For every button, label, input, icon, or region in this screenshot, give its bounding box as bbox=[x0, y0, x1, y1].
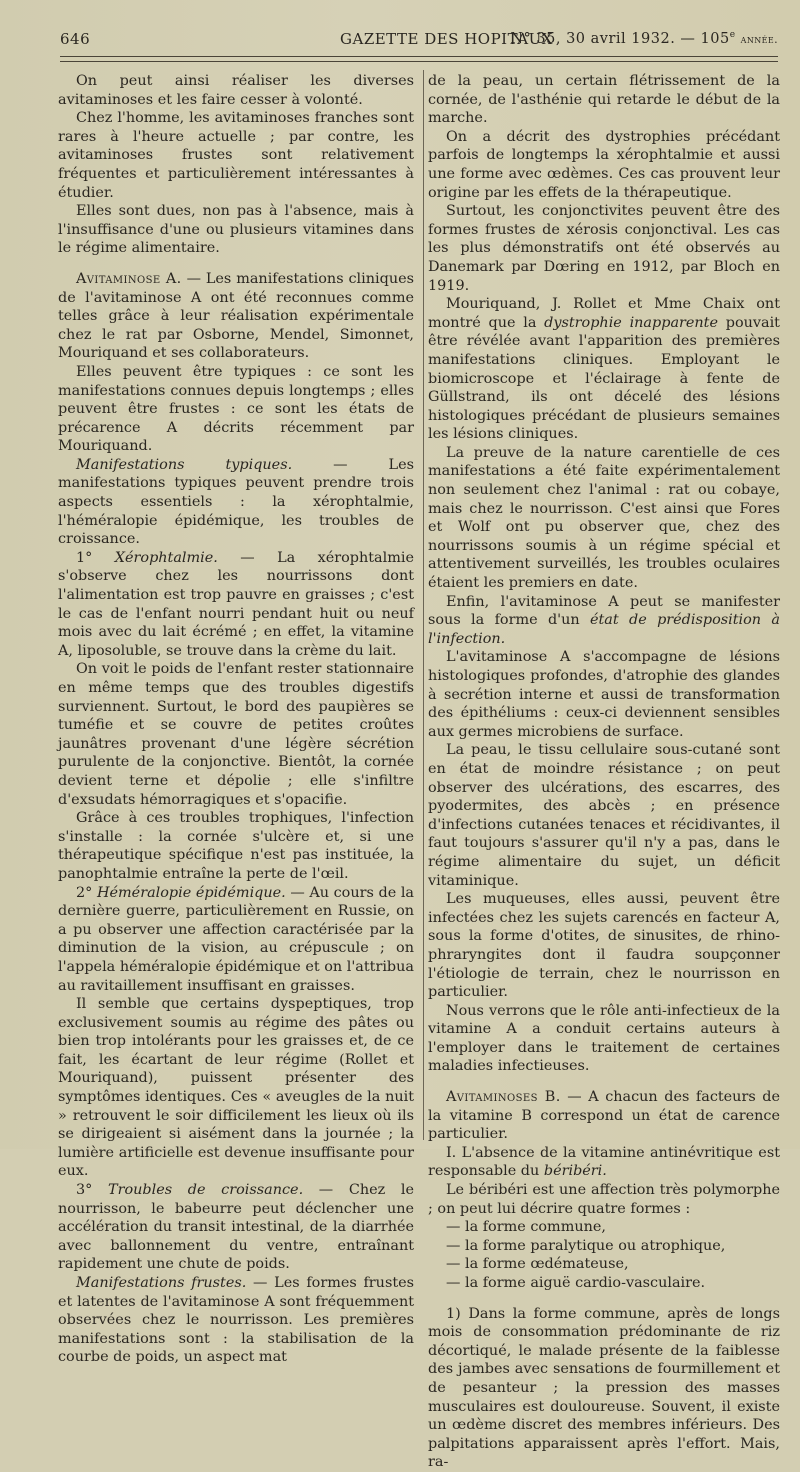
list-item: — la forme œdémateuse, bbox=[446, 1256, 629, 1273]
paragraph: On peut ainsi réaliser les diverses avitaminoses et les faire cesser à volonté. bbox=[58, 73, 414, 108]
left-column bbox=[58, 72, 414, 1367]
paragraph: Elles peuvent être typiques : ce sont les manifestations connues depuis longtemps ; elles peuvent être frustes : ce sont les états de précarence A décrits récemment par Mouriquand. bbox=[58, 363, 414, 455]
section-heading: Avitaminose A. bbox=[76, 270, 182, 287]
paragraph-avitaminose-a: Avitaminose A. — Les manifestations cliniques de l'avitaminose A ont été reconnues comme telles grâce à leur réalisation expérimentale chez le rat par Osborne, Mendel, Simonnet, Mouriquand et ses collaborateurs. bbox=[58, 270, 414, 362]
paragraph: 1° Xérophtalmie. — La xérophtalmie s'observe chez les nourrissons dont l'alimentation est trop pauvre en graisses ; c'est le cas de l'enfant nourri pendant huit ou neuf mois avec du lait écrémé ; en effet, la vitamine A, liposoluble, se trouve dans la crème du lait. bbox=[58, 549, 414, 659]
paragraph: 2° Héméralopie épidémique. — Au cours de la dernière guerre, particulièrement en Russie, on a pu observer une affection caractérisée par la diminution de la vision, au crépuscule ; on l'appela héméralopie épidémique et on l'attribua au ravitaillement insuffisant en graisses. bbox=[58, 884, 414, 994]
journal-title: GAZETTE DES HOPITAUX bbox=[340, 30, 553, 48]
right-column bbox=[428, 72, 780, 1472]
paragraph: Chez l'homme, les avitaminoses franches sont rares à l'heure actuelle ; par contre, les avitaminoses frustes sont relativement fréquentes et particulièrement intéressantes à étudier. bbox=[58, 110, 414, 201]
paragraph: Elles sont dues, non pas à l'absence, mais à l'insuffisance d'une ou plusieurs vitamines dans le régime alimentaire. bbox=[58, 203, 414, 257]
list-item: — la forme aiguë cardio-vasculaire. bbox=[446, 1275, 706, 1291]
subheading: Manifestations typiques. bbox=[76, 456, 293, 473]
paragraph: On voit le poids de l'enfant rester stationnaire en même temps que des troubles digestifs surviennent. Surtout, le bord des paupières se tuméfie et se couvre de petites croûtes jaunâtres provenant d'une légère sécrétion purulente de la conjonctive. Bientôt, la cornée devient terne et dépolie ; elle s'infiltre d'exsudats hémorragiques et s'opacifie. bbox=[58, 661, 414, 808]
paragraph: On a décrit des dystrophies précédant parfois de longtemps la xérophtalmie et aussi une forme avec œdèmes. Ces cas prouvent leur origine par les effets de la thérapeutique. bbox=[428, 128, 780, 201]
paragraph: Grâce à ces troubles trophiques, l'infection s'installe : la cornée s'ulcère et, si une thérapeutique spécifique n'est pas instituée, la panophtalmie entraîne la perte de l'œil. bbox=[58, 810, 414, 882]
paragraph: Enfin, l'avitaminose A peut se manifester sous la forme d'un état de prédisposition à l'infection. bbox=[428, 593, 780, 647]
paragraph: de la peau, un certain flétrissement de la cornée, de l'asthénie qui retarde le début de la marche. bbox=[428, 73, 780, 127]
subheading: Troubles de croissance. bbox=[108, 1182, 304, 1199]
paragraph: Le béribéri est une affection très polymorphe ; on peut lui décrire quatre formes : bbox=[428, 1182, 780, 1217]
section-heading: Avitaminoses B. bbox=[446, 1089, 561, 1106]
header-rule bbox=[60, 56, 778, 57]
subheading: Xérophtalmie. bbox=[114, 549, 218, 566]
column-separator bbox=[423, 70, 424, 1140]
paragraph: I. L'absence de la vitamine antinévritique est responsable du béribéri. bbox=[428, 1144, 780, 1180]
paragraph: La preuve de la nature carentielle de ces manifestations a été faite expérimentalement non seulement chez l'animal : rat ou cobaye, mais chez le nourrisson. C'est ainsi que Fores et Wolf ont pu observer que, chez des nourrissons soumis à un régime spécial et attentivement surveillés, les troubles oculaires étaient les premiers en date. bbox=[428, 444, 780, 592]
running-header bbox=[60, 28, 778, 52]
paragraph: Manifestations frustes. — Les formes frustes et latentes de l'avitaminose A sont fréquemment observées chez le nourrisson. Les premières manifestations sont : la stabilisation de la courbe de poids, un aspect mat bbox=[58, 1275, 415, 1366]
paragraph: La peau, le tissu cellulaire sous-cutané sont en état de moindre résistance ; on peut observer des ulcérations, des escarres, des pyodermites, des abcès ; en présence d'infections cutanées tenaces et récidivantes, il faut toujours s'assurer qu'il n'y a pas, dans le régime alimentaire du sujet, un déficit vitaminique. bbox=[428, 742, 780, 889]
page-number: 646 bbox=[60, 30, 91, 48]
subheading: Héméralopie épidémique. bbox=[96, 884, 286, 901]
list-item: — la forme commune, bbox=[446, 1219, 606, 1236]
paragraph: Surtout, les conjonctivites peuvent être des formes frustes de xérosis conjonctival. Les cas les plus démonstratifs ont été observés au Danemark par Dœring en 1912, par Bloch en 1919. bbox=[428, 203, 780, 294]
header-rule-thin bbox=[60, 61, 778, 62]
subheading: Manifestations frustes. bbox=[76, 1275, 247, 1291]
paragraph: Manifestations typiques. — Les manifestations typiques peuvent prendre trois aspects essentiels : la xérophtalmie, l'héméralopie épidémique, les troubles de croissance. bbox=[58, 456, 414, 548]
paragraph: Il semble que certains dyspeptiques, trop exclusivement soumis au régime des pâtes ou bien trop intolérants pour les graisses et, de ce fait, les écartant de leur régime (Rollet et Mouriquand), puissent présenter des symptômes identiques. Ces « aveugles de la nuit » retrouvent le soir difficilement les lieux où ils se dirigeaient si aisément dans la journée ; la lumière artificielle est devenue insuffisante pour eux. bbox=[58, 996, 414, 1180]
paragraph: 1) Dans la forme commune, après de longs mois de consommation prédominante de riz décortiqué, le malade présente de la faiblesse des jambes avec sensations de fourmillement et de pesanteur ; la pression des masses musculaires est douloureuse. Souvent, il existe un œdème discret des membres inférieurs. Des palpitations apparaissent après l'effort. Mais, ra- bbox=[428, 1305, 780, 1471]
paragraph: Mouriquand, J. Rollet et Mme Chaix ont montré que la dystrophie inapparente pouvait être révélée avant l'apparition des premières manifestations cliniques. Employant le biomicroscope et l'éclairage à fente de Güllstrand, ils ont décelé des lésions histologiques précédant de plusieurs semaines les lésions cliniques. bbox=[428, 296, 780, 443]
paragraph: Les muqueuses, elles aussi, peuvent être infectées chez les sujets carencés en facteur A, sous la forme d'otites, de sinusites, de rhino-phraryngites dont il faudra soupçonner l'étiologie de terrain, chez le nourrisson en particulier. bbox=[428, 891, 780, 1001]
forms-list bbox=[428, 1218, 780, 1292]
list-item: — la forme paralytique ou atrophique, bbox=[446, 1237, 726, 1254]
paragraph: Nous verrons que le rôle anti-infectieux de la vitamine A a conduit certains auteurs à l'employer dans le traitement de certaines maladies infectieuses. bbox=[428, 1002, 780, 1075]
paragraph: 3° Troubles de croissance. — Chez le nourrisson, le babeurre peut déclencher une accélération du transit intestinal, de la diarrhée avec ballonnement du ventre, entraînant rapidement une chute de poids. bbox=[58, 1182, 414, 1273]
paragraph: L'avitaminose A s'accompagne de lésions histologiques profondes, d'atrophie des glandes à secrétion interne et aussi de transformation des épithéliums : ceux-ci deviennent sensibles aux germes microbiens de surface. bbox=[428, 649, 780, 740]
paragraph-avitaminoses-b: Avitaminoses B. — A chacun des facteurs de la vitamine B correspond un état de carence particulier. bbox=[428, 1089, 780, 1143]
issue-line: N° 35, 30 avril 1932. — 105e année. bbox=[510, 30, 778, 47]
